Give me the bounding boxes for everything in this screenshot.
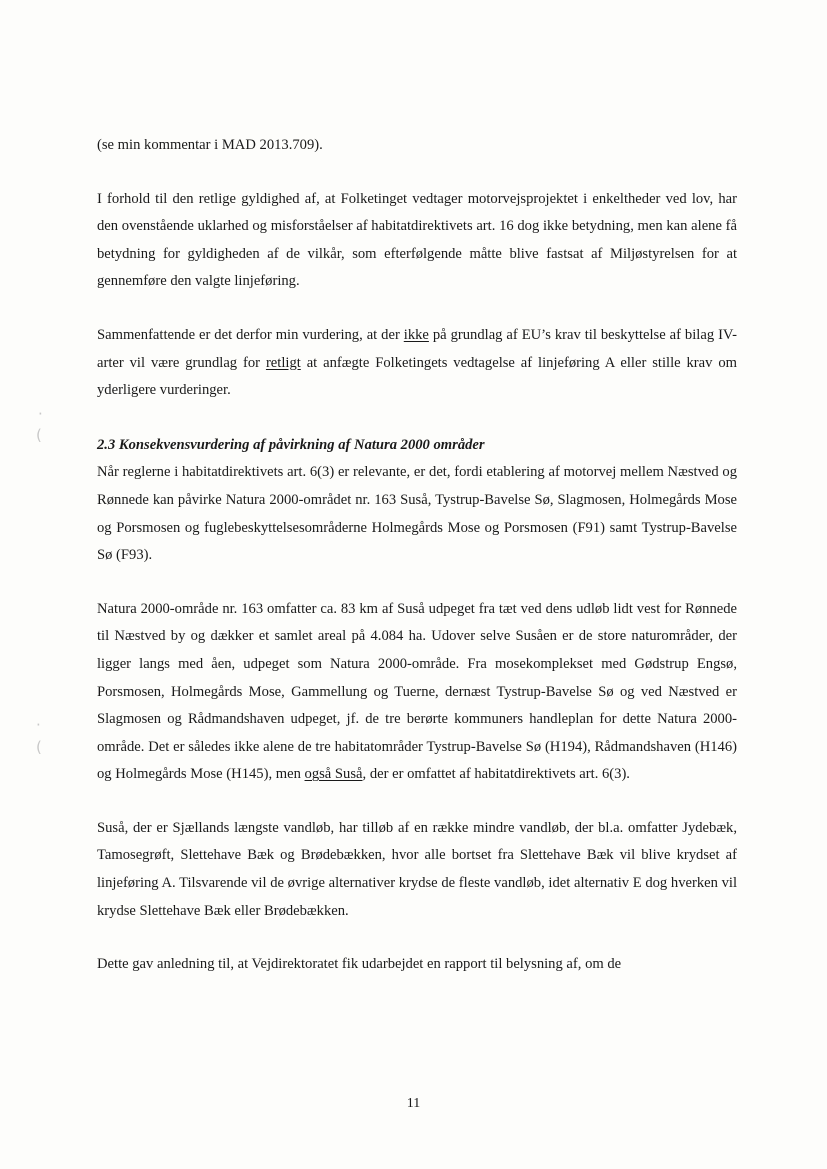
document-body bbox=[97, 132, 737, 979]
paragraph-6: Suså, der er Sjællands længste vandløb, har tilløb af en række mindre vandløb, der bl.a. omfatter Jydebæk, Tamosegrøft, Slettehave Bæk og Brødebækken, hvor alle bortset fra Slettehave Bæk vil blive krydset af linjeføring A. Tilsvarende vil de øvrige alternativer krydse de fleste vandløb, idet alternativ E dog hverken vil krydse Slettehave Bæk eller Brødebækken. bbox=[97, 819, 737, 919]
text-run: på grundlag af EU’s krav til beskyttelse af bilag IV-arter vil være grundlag for bbox=[97, 326, 737, 371]
margin-mark: ( bbox=[36, 738, 42, 756]
margin-mark: ( bbox=[36, 426, 42, 444]
paragraph-1: (se min kommentar i MAD 2013.709). bbox=[97, 137, 323, 153]
margin-mark: · bbox=[38, 405, 43, 423]
paragraph-3 bbox=[97, 322, 737, 405]
text-run: at anfægte Folketingets vedtagelse af linjeføring A eller stille krav om yderligere vurderinger. bbox=[97, 354, 737, 399]
paragraph-5 bbox=[97, 596, 737, 789]
text-run: Natura 2000-område nr. 163 omfatter ca. 83 km af Suså udpeget fra tæt ved dens udløb lidt vest for Rønnede til Næstved by og dækker et samlet areal på 4.084 ha. Udover selve Susåen er de store naturområder, der ligger langs med åen, udpeget som Natura 2000-område. Fra mosekomplekset med Gødstrup Engsø, Porsmosen, Holmegårds Mose, Gammellung og Tuerne, dernæst Tystrup-Bavelse Sø og ved Næstved er Slagmosen og Rådmandshaven udpeget, jf. de tre berørte kommuners handleplan for dette Natura 2000-område. Det er således ikke alene de tre habitatområder Tystrup-Bavelse Sø (H194), Rådmandshaven (H146) og Holmegårds Mose (H145), men bbox=[97, 600, 737, 783]
paragraph-7: Dette gav anledning til, at Vejdirektoratet fik udarbejdet en rapport til belysning af, om de bbox=[97, 956, 622, 973]
underlined-text: også Suså bbox=[304, 766, 363, 783]
section-heading: 2.3 Konsekvensvurdering af påvirkning af Natura 2000 områder bbox=[97, 436, 485, 453]
text-run: , der er omfattet af habitatdirektivets art. 6(3). bbox=[362, 766, 630, 783]
underlined-text: ikke bbox=[403, 326, 429, 343]
margin-mark: · bbox=[36, 716, 41, 734]
paragraph-2: I forhold til den retlige gyldighed af, at Folketinget vedtager motorvejsprojektet i enkeltheder ved lov, har den ovenstående uklarhed og misforståelser af habitatdirektivets art. 16 dog ikke betydning, men kan alene få betydning for gyldigheden af de vilkår, som efterfølgende måtte blive fastsat af Miljøstyrelsen for at gennemføre den valgte linjeføring. bbox=[97, 190, 737, 290]
text-run: Sammenfattende er det derfor min vurdering, at der bbox=[97, 326, 404, 343]
underlined-text: retligt bbox=[265, 354, 301, 371]
paragraph-4: Når reglerne i habitatdirektivets art. 6(3) er relevante, er det, fordi etablering af motorvej mellem Næstved og Rønnede kan påvirke Natura 2000-området nr. 163 Suså, Tystrup-Bavelse Sø, Slagmosen, Holmegårds Mose og Porsmosen og fuglebeskyttelsesområderne Holmegårds Mose og Porsmosen (F91) samt Tystrup-Bavelse Sø (F93). bbox=[97, 464, 737, 564]
page-number: 11 bbox=[406, 1096, 421, 1111]
